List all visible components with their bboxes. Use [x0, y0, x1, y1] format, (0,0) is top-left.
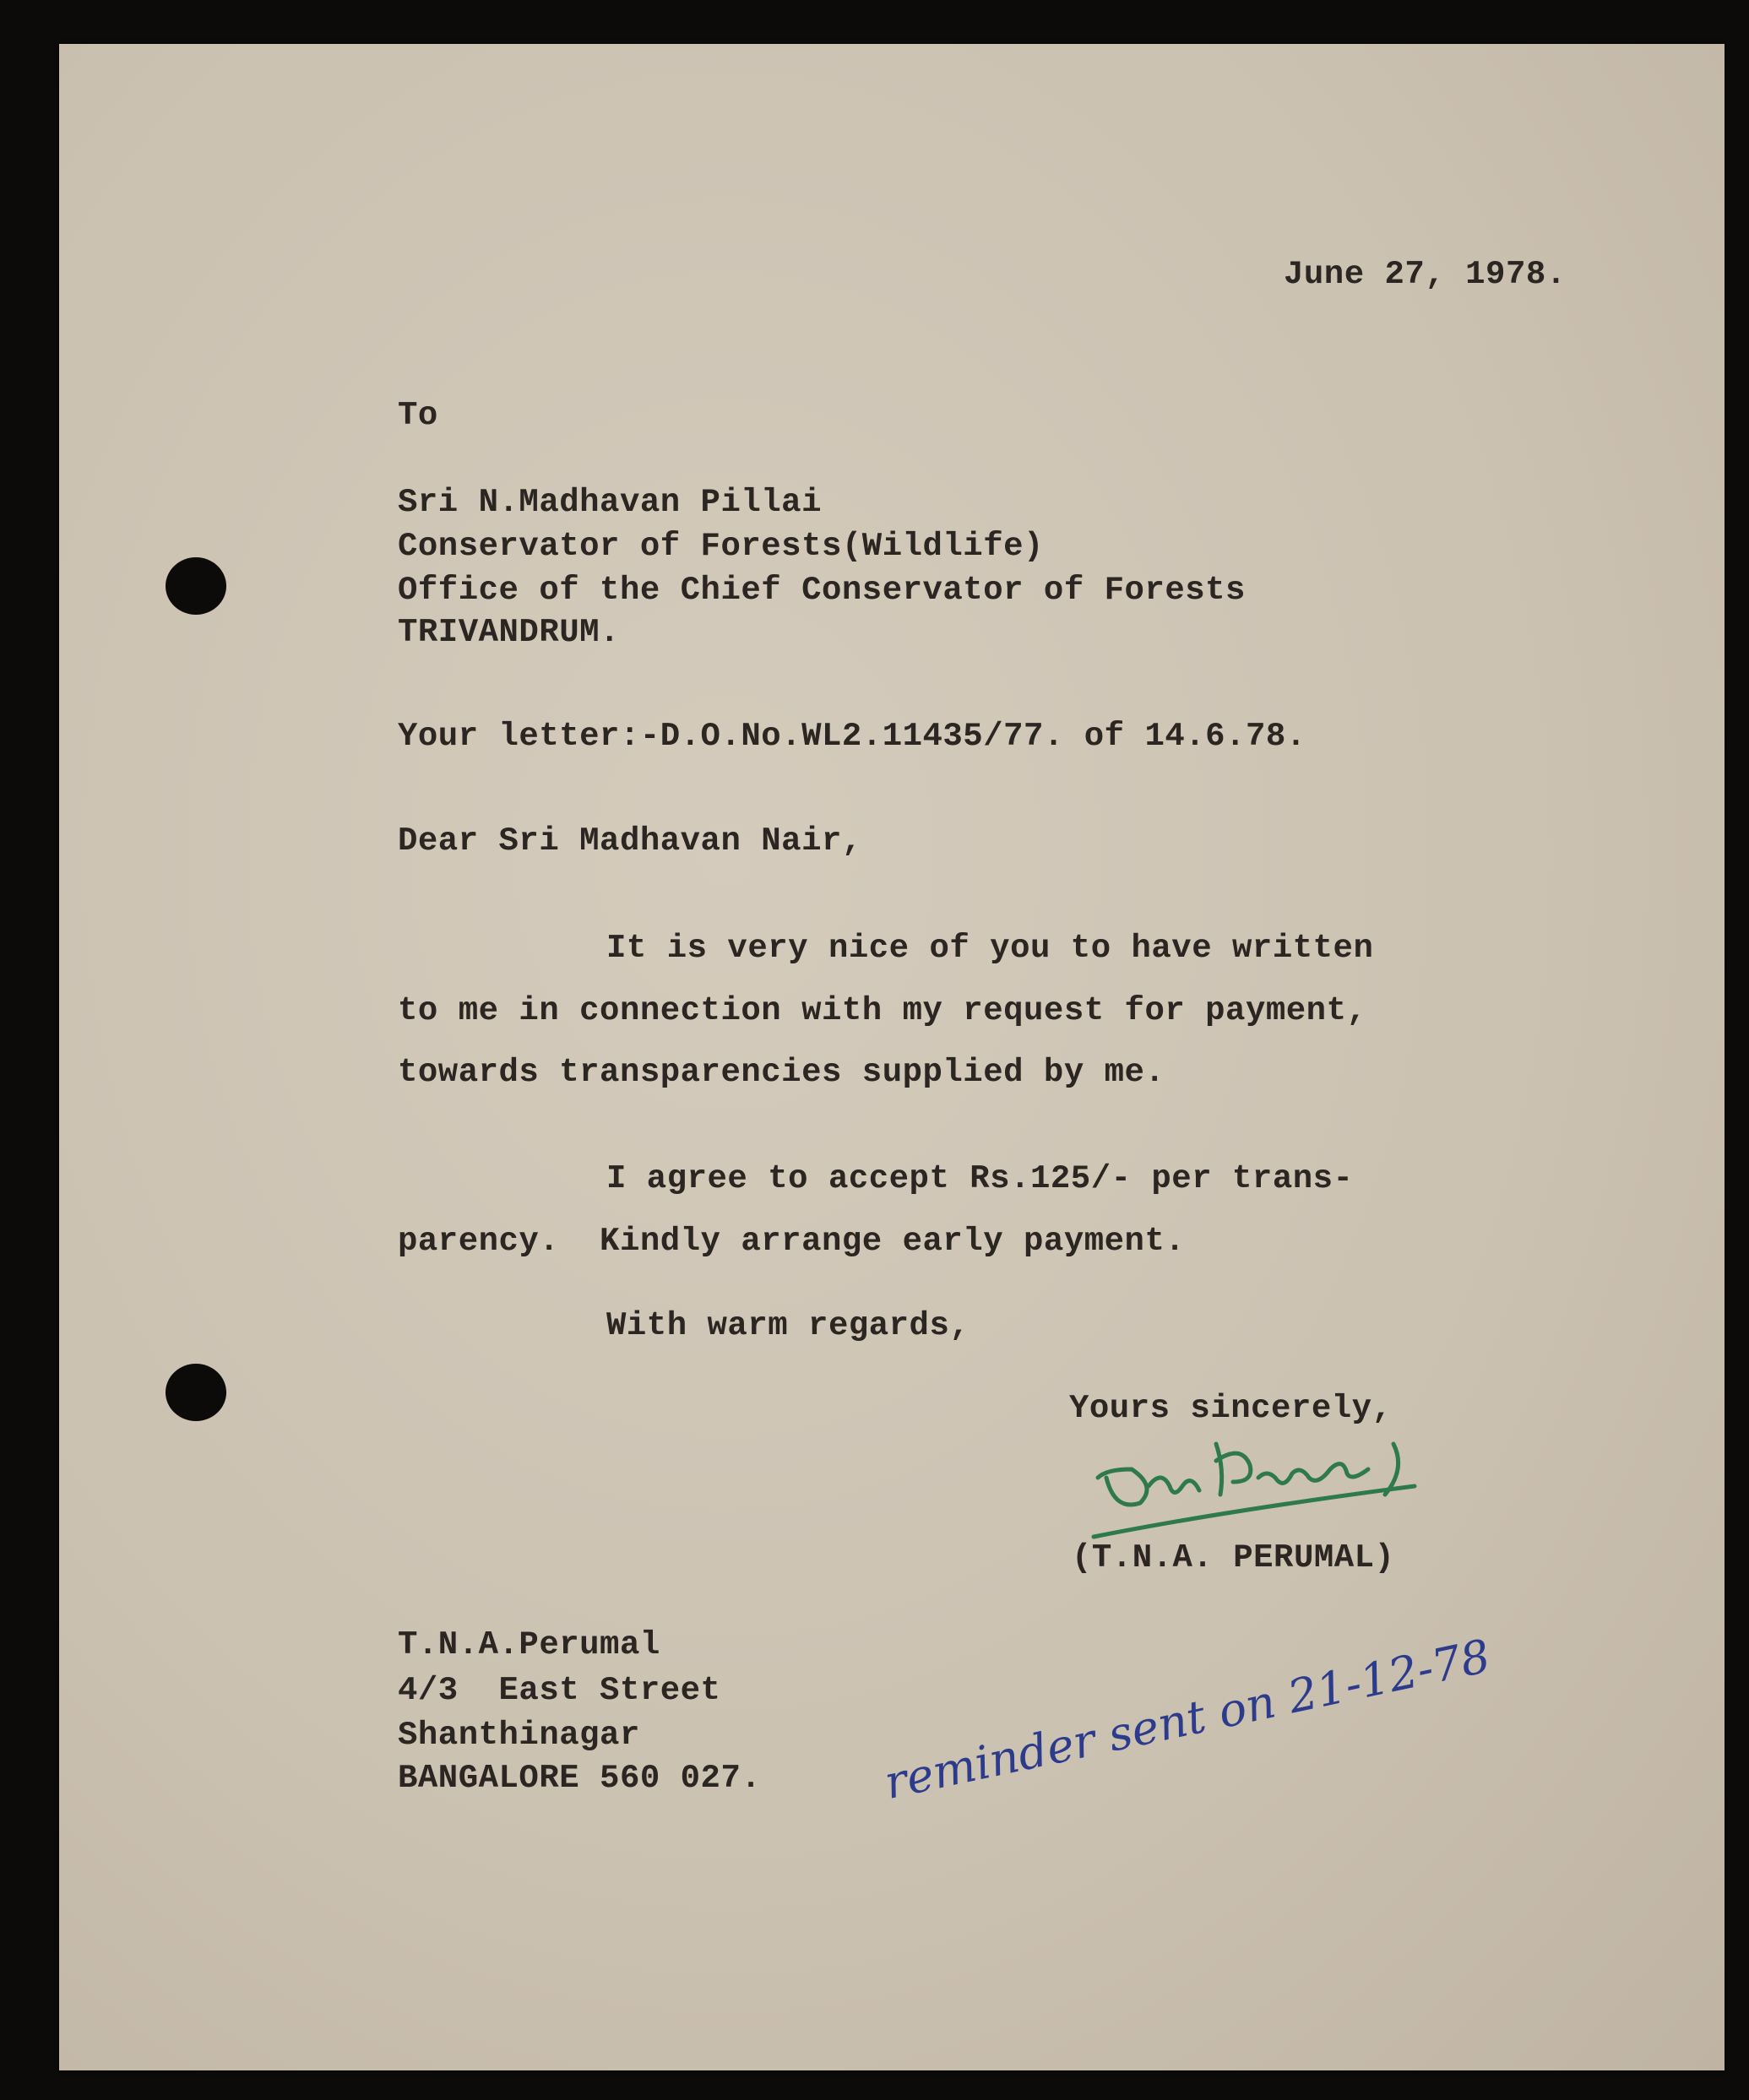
recipient-city: TRIVANDRUM. [398, 614, 620, 651]
body-line: to me in connection with my request for payment, [398, 992, 1367, 1029]
greeting: Dear Sri Madhavan Nair, [398, 822, 862, 860]
signoff: Yours sincerely, [1069, 1390, 1393, 1427]
body-line: I agree to accept Rs.125/- per trans- [606, 1160, 1354, 1197]
body-line: It is very nice of you to have written [606, 930, 1374, 967]
sender-name: T.N.A.Perumal [398, 1626, 660, 1663]
signature [1089, 1427, 1427, 1554]
closing: With warm regards, [606, 1307, 970, 1344]
handwritten-note: reminder sent on 21-12-78 [879, 1629, 1495, 1810]
sender-street: 4/3 East Street [398, 1672, 721, 1709]
body-line: towards transparencies supplied by me. [398, 1054, 1165, 1091]
punch-hole [166, 557, 226, 615]
recipient-name: Sri N.Madhavan Pillai [398, 484, 822, 521]
recipient-title: Conservator of Forests(Wildlife) [398, 528, 1044, 565]
letter-date: June 27, 1978. [1284, 256, 1567, 293]
signatory-name: (T.N.A. PERUMAL) [1072, 1539, 1395, 1576]
to-label: To [398, 397, 438, 434]
sender-area: Shanthinagar [398, 1717, 640, 1754]
punch-hole [166, 1364, 226, 1421]
sender-city: BANGALORE 560 027. [398, 1760, 762, 1797]
body-line: parency. Kindly arrange early payment. [398, 1223, 1186, 1260]
reference-line: Your letter:-D.O.No.WL2.11435/77. of 14.6.78. [398, 718, 1306, 755]
recipient-office: Office of the Chief Conservator of Forests [398, 572, 1246, 609]
